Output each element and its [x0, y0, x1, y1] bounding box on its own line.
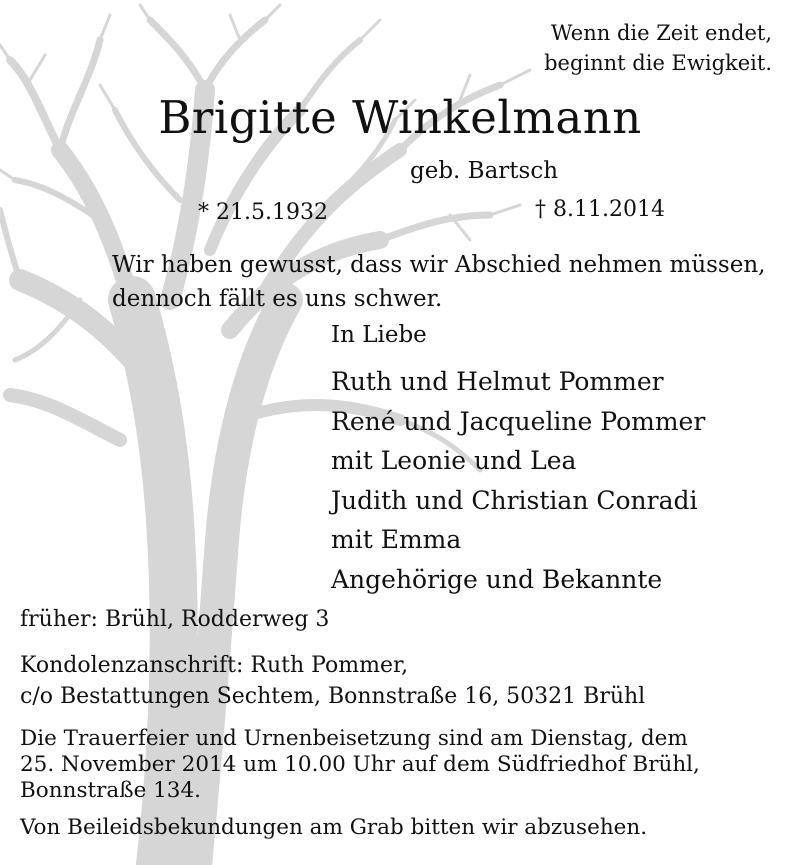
mourner-line: Ruth und Helmut Pommer	[331, 367, 664, 396]
mourners-intro: In Liebe	[331, 322, 427, 348]
sentence-line: dennoch fällt es uns schwer.	[112, 286, 443, 312]
deceased-name: Brigitte Winkelmann	[158, 91, 642, 144]
sentence-line: Wir haben gewusst, dass wir Abschied nehmen müssen,	[112, 252, 766, 278]
death-date: † 8.11.2014	[535, 197, 665, 222]
farewell-sentence	[112, 248, 765, 316]
funeral-line: 25. November 2014 um 10.00 Uhr auf dem Südfriedhof Brühl,	[20, 752, 700, 777]
mourner-line: Judith und Christian Conradi	[331, 485, 698, 515]
condolence-note: Von Beileidsbekundungen am Grab bitten wir abzusehen.	[20, 815, 648, 840]
mourners-list	[331, 362, 705, 599]
funeral-line: Die Trauerfeier und Urnenbeisetzung sind am Dienstag, dem	[20, 726, 688, 751]
condolence-address	[20, 650, 645, 712]
condolence-address-line: Kondolenzanschrift: Ruth Pommer,	[20, 653, 409, 678]
funeral-details	[20, 726, 700, 804]
mourner-line: mit Emma	[331, 525, 462, 554]
maiden-name: geb. Bartsch	[410, 158, 559, 184]
motto-line: beginnt die Ewigkeit.	[544, 51, 772, 75]
mourner-line: mit Leonie und Lea	[331, 446, 577, 475]
funeral-line: Bonnstraße 134.	[20, 778, 201, 803]
motto	[544, 18, 772, 78]
former-address: früher: Brühl, Rodderweg 3	[20, 607, 330, 632]
mourner-line: Angehörige und Bekannte	[331, 564, 663, 594]
birth-date: * 21.5.1932	[198, 200, 328, 225]
motto-line: Wenn die Zeit endet,	[550, 21, 772, 45]
mourner-line: René und Jacqueline Pommer	[331, 406, 706, 436]
condolence-address-line: c/o Bestattungen Sechtem, Bonnstraße 16, 50321 Brühl	[20, 684, 646, 709]
